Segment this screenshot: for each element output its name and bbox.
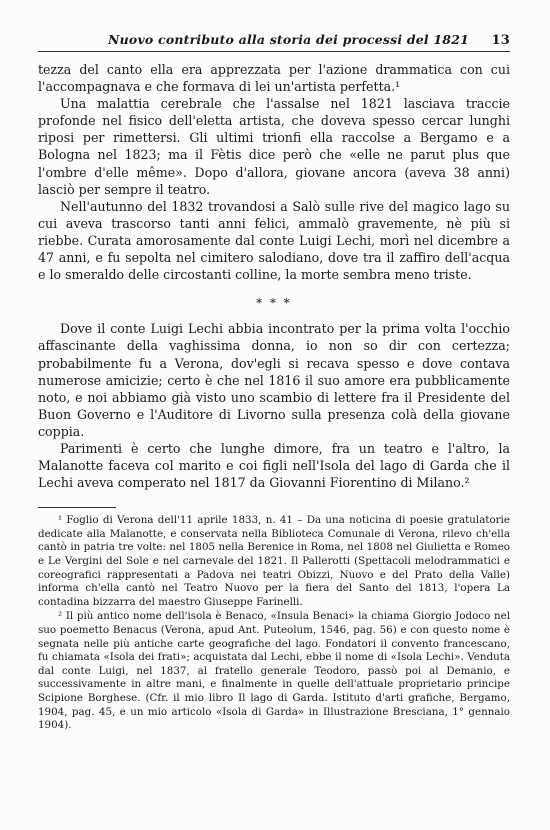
- paragraph: tezza del canto ella era apprezzata per l'azione drammatica con cui l'accompagnava e che formava di lei un'artista perfetta.¹: [38, 62, 510, 95]
- paragraph: Una malattia cerebrale che l'assalse nel 1821 lasciava traccie profonde nel fisico dell'eletta artista, che doveva spesso cercar lunghi riposi per rimettersi. Gli ultimi trionfi ella raccolse a Bergamo e a Bologna nel 1823; ma il Fètis dice però che «elle ne parut plus que l'ombre d'elle même». Dopo d'allora, giovane ancora (aveva 38 anni) lasciò per sempre il teatro.: [38, 96, 510, 197]
- page-number: 13: [491, 33, 510, 48]
- paragraph: Parimenti è certo che lunghe dimore, fra un teatro e l'altro, la Malanotte faceva col marito e coi figli nell'Isola del lago di Garda che il Lechi aveva comperato nel 1817 da Giovanni Fiorentino di Milano.²: [38, 440, 510, 491]
- book-page: [38, 32, 510, 734]
- section-separator: * * *: [256, 296, 292, 311]
- running-title: Nuovo contributo alla storia dei processi del 1821: [108, 32, 470, 47]
- paragraph: Nell'autunno del 1832 trovandosi a Salò sulle rive del magico lago su cui aveva trascorso tanti anni felici, ammalò gravemente, nè più si riebbe. Curata amorosamente dal conte Luigi Lechi, morì nel dicembre a 47 anni, e fu sepolta nel cimitero salodiano, dove tra il zaffiro dell'acqua e lo smeraldo delle circostanti colline, la morte sembra meno triste.: [38, 198, 510, 283]
- footnote-rule: [38, 507, 116, 508]
- footnote: ² Il più antico nome dell'isola è Benaco, «Insula Benaci» la chiama Giorgio Jodoco nel suo poemetto Benacus (Verona, apud Ant. Puteolum, 1546, pag. 56) e con questo nome è segnata nelle più antiche carte geografiche del lago. Fondatori il convento francescano, fu chiamata «Isola dei frati»; acquistata dal Lechi, ebbe il nome di «Isola Lechi». Venduta dal conte Luigi, nel 1837, al fratello generale Teodoro, passò poi al Demanio, e successivamente in altre mani, e finalmente in quelle dell'attuale proprietario principe Scipione Borghese. (Cfr. il mio libro Il lago di Garda. Istituto d'arti grafiche, Bergamo, 1904, pag. 45, e un mio articolo «Isola di Garda» in Illustrazione Bresciana, 1° gennaio 1904).: [38, 610, 510, 732]
- footnote: ¹ Foglio di Verona dell'11 aprile 1833, n. 41 – Da una noticina di poesie gratulatorie dedicate alla Malanotte, e conservata nella Biblioteca Comunale di Verona, rilevo ch'ella cantò in patria tre volte: nel 1805 nella Berenice in Roma, nel 1808 nel Giulietta e Romeo e Le Vergini del Sole e nel carnevale del 1821. Il Pallerotti (Spettacoli melodrammatici e coreografici rappresentati a Padova nei teatri Obizzi, Nuovo e del Prato della Valle) informa ch'ella cantò nel Teatro Nuovo per la fiera del Santo del 1813, l'opera La contadina bizzarra del maestro Giuseppe Farinelli.: [38, 514, 510, 608]
- footnotes: [38, 514, 510, 733]
- paragraph: Dove il conte Luigi Lechi abbia incontrato per la prima volta l'occhio affascinante della vaghissima donna, io non so dir con certezza; probabilmente fu a Verona, dov'egli si recava spesso e dove contava numerose amicizie; certo è che nel 1816 il suo amore era pubblicamente noto, e noi abbiamo già visto uno scambio di lettere fra il Presidente del Buon Governo e l'Auditore di Livorno sulla presenza colà della giovane coppia.: [38, 321, 510, 439]
- main-text: [38, 61, 510, 491]
- running-header: [38, 32, 510, 52]
